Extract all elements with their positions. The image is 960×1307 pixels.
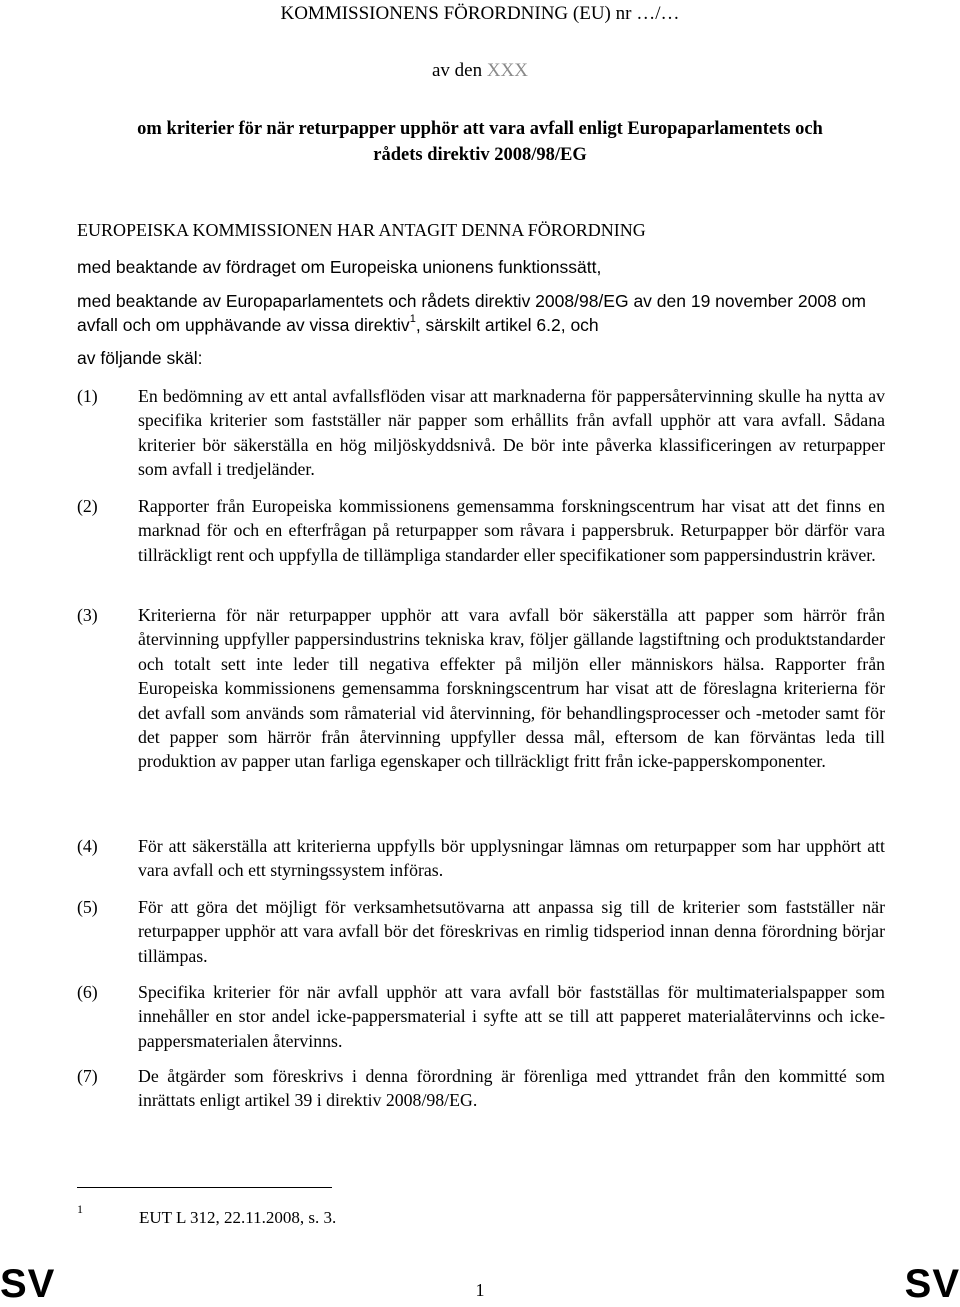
- footnote-text: EUT L 312, 22.11.2008, s. 3.: [139, 1208, 337, 1227]
- recital-text: För att göra det möjligt för verksamhetsutövarna att anpassa sig till de kriterier som fastställer när returpapper upphör att vara avfall bör det föreskrivas en rimlig tidsperiod innan denna förordning börjar tillämpas.: [138, 897, 885, 966]
- recital-number: (4): [77, 836, 98, 856]
- directive-citation-text: med beaktande av Europaparlamentets och rådets direktiv 2008/98/EG av den 19 november 2008 om avfall och om upphävande av vissa direktiv: [77, 291, 866, 335]
- directive-citation: [77, 289, 885, 337]
- footnote-reference[interactable]: 1: [409, 313, 416, 326]
- recital-number: (2): [77, 496, 98, 516]
- recital-text: För att säkerställa att kriterierna uppfylls bör upplysningar lämnas om returpapper som har upphört att vara avfall och ett styrningssystem införas.: [138, 836, 885, 881]
- date-placeholder: XXX: [486, 60, 529, 81]
- footnote-marker: 1: [77, 1202, 83, 1216]
- language-code-right: SV: [904, 1262, 960, 1306]
- recital-number: (1): [77, 386, 98, 406]
- regulation-subject: [0, 116, 960, 168]
- recital-number: (5): [77, 897, 98, 917]
- recital-text: En bedömning av ett antal avfallsflöden visar att marknaderna för pappersåtervinning skulle ha nytta av specifika kriterier som fastställer när papper som erhållits från avfall upphör att vara avfall. Sådana kriterier bör säkerställa en hög miljöskyddsnivå. De bör inte påverka klassificeringen av returpapper som avfall i tredjeländer.: [138, 386, 885, 480]
- subject-line-2: rådets direktiv 2008/98/EG: [373, 145, 587, 165]
- footnote-divider: [77, 1187, 332, 1188]
- treaty-citation: med beaktande av fördraget om Europeiska unionens funktionssätt,: [77, 257, 602, 277]
- recital-number: (6): [77, 982, 98, 1002]
- directive-citation-tail: , särskilt artikel 6.2, och: [415, 315, 599, 335]
- recital-text: Kriterierna för när returpapper upphör att vara avfall bör säkerställa att papper som härrör från återvinning uppfyller pappersindustrins tekniska krav, följer gällande lagstiftning och produktstandarder och totalt sett inte leder till negativa effekter på miljön eller människors hälsa. Rapporter från Europeiska kommissionens gemensamma forskningscentrum har visat att de föreslagna kriterierna för det avfall som används som råmaterial vid återvinning, för behandlingsprocesser och -metoder samt för det papper som härrör från återvinning uppfyller dessa mål, eftersom de kan förväntas leda till produktion av papper utan farliga egenskaper och tillräckligt fritt från icke-papperskomponenter.: [138, 605, 885, 772]
- date-prefix: av den: [431, 60, 483, 81]
- subject-line-1: om kriterier för när returpapper upphör att vara avfall enligt Europaparlamentets och: [137, 119, 823, 139]
- adoption-heading: EUROPEISKA KOMMISSIONEN HAR ANTAGIT DENNA FÖRORDNING: [77, 220, 646, 240]
- recital-text: De åtgärder som föreskrivs i denna förordning är förenliga med yttrandet från den kommitté som inrättats enligt artikel 39 i direktiv 2008/98/EG.: [138, 1066, 885, 1111]
- recital-number: (3): [77, 605, 98, 625]
- language-code-left: SV: [0, 1262, 56, 1306]
- whereas-intro: av följande skäl:: [77, 348, 203, 368]
- page-number: 1: [475, 1280, 485, 1300]
- recital-text: Rapporter från Europeiska kommissionens gemensamma forskningscentrum har visat att det finns en marknad för och en efterfrågan på returpapper som råvara i pappersbruk. Returpapper bör därför vara tillräckligt rent och uppfylla de tillämpliga standarder eller specifikationer som pappersindustrin kräver.: [138, 496, 885, 565]
- document-title: KOMMISSIONENS FÖRORDNING (EU) nr …/…: [280, 3, 680, 24]
- recital-number: (7): [77, 1066, 98, 1086]
- date-line: [0, 60, 960, 82]
- recital-text: Specifika kriterier för när avfall upphör att vara avfall bör fastställas för multimaterialspapper som innehåller en stor andel icke-pappersmaterial i syfte att se till att papperet materialåtervinns och icke-pappersmaterialen återvinns.: [138, 982, 885, 1051]
